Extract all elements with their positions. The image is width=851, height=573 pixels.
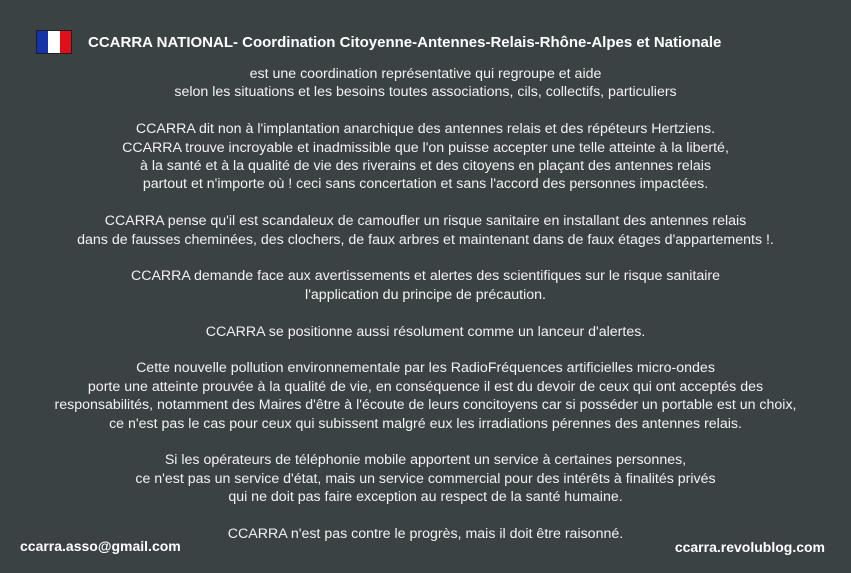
paragraph: [0, 267, 851, 304]
footer-website: ccarra.revolublog.com: [674, 539, 825, 555]
text-line: CCARRA demande face aux avertissements et alertes des scientifiques sur le risque sanitaire: [130, 268, 721, 285]
text-line: CCARRA dit non à l'implantation anarchique des antennes relais et des répéteurs Hertziens.: [135, 121, 716, 138]
text-line: à la santé et à la qualité de vie des riverains et des citoyens en plaçant des antennes relais: [139, 158, 711, 175]
text-line: CCARRA pense qu'il est scandaleux de camoufler un risque sanitaire en installant des antennes relais: [104, 213, 747, 230]
text-line: Cette nouvelle pollution environnementale par les RadioFréquences artificielles micro-ondes: [136, 360, 715, 377]
text-line: CCARRA n'est pas contre le progrès, mais il doit être raisonné.: [227, 526, 624, 543]
paragraph: [0, 359, 851, 433]
text-line: est une coordination représentative qui regroupe et aide: [249, 66, 602, 82]
text-line: dans de fausses cheminées, des clochers, de faux arbres et maintenant dans de faux étages d'appartements !.: [77, 231, 774, 248]
text-line: selon les situations et les besoins toutes associations, cils, collectifs, particuliers: [174, 84, 677, 101]
text-line: CCARRA trouve incroyable et inadmissible que l'on puisse accepter une telle atteinte à la liberté,: [122, 139, 729, 156]
text-line: CCARRA se positionne aussi résolument comme un lanceur d'alertes.: [205, 323, 646, 340]
paragraph: [0, 212, 851, 249]
text-line: l'application du principe de précaution.: [305, 286, 546, 303]
text-line: partout et n'importe où ! ceci sans concertation et sans l'accord des personnes impactées.: [142, 176, 709, 193]
text-line: ce n'est pas un service d'état, mais un service commercial pour des intérêts à finalités privés: [135, 470, 716, 487]
paragraph: [0, 323, 851, 341]
france-flag-icon: [36, 30, 72, 54]
paragraph: [0, 451, 851, 506]
text-line: qui ne doit pas faire exception au respect de la santé humaine.: [228, 489, 623, 506]
text-line: Si les opérateurs de téléphonie mobile apportent un service à certaines personnes,: [164, 452, 687, 469]
page-title: CCARRA NATIONAL- Coordination Citoyenne-Antennes-Relais-Rhône-Alpes et Nationale: [88, 33, 722, 51]
footer-email: ccarra.asso@gmail.com: [20, 538, 181, 554]
body-text: [0, 65, 851, 562]
paragraph: [0, 120, 851, 194]
text-line: ce n'est pas le cas pour ceux qui subissent malgré eux les irradiations pérennes des antennes relais.: [109, 415, 742, 432]
text-line: porte une atteinte prouvée à la qualité de vie, en conséquence il est du devoir de ceux qui ont acceptés des: [87, 378, 764, 395]
header: [36, 30, 831, 54]
paragraph: [0, 65, 851, 102]
text-line: responsabilités, notamment des Maires d'être à l'écoute de leurs concitoyens car si posséder un portable est un choix,: [54, 397, 797, 414]
